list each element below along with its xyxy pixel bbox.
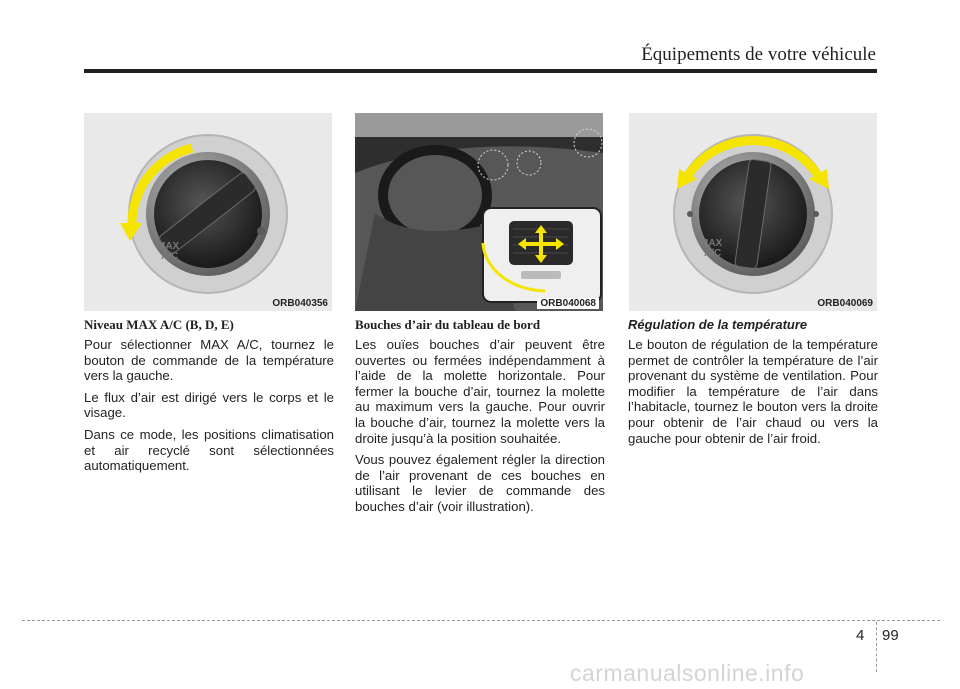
knob-illustration xyxy=(629,113,877,311)
paragraph: Dans ce mode, les positions climatisation et air recyclé sont sélectionnées automatiquement. xyxy=(84,426,334,474)
column-temperature xyxy=(628,317,878,452)
position-dot xyxy=(813,211,819,217)
figure-code: ORB040356 xyxy=(272,298,328,309)
knob-illustration xyxy=(84,113,332,311)
figure-temperature-knob xyxy=(629,113,877,311)
dashboard-illustration xyxy=(355,113,603,311)
chapter-number: 4 xyxy=(856,627,865,644)
column-dashboard-vents xyxy=(355,317,605,521)
footer-rule xyxy=(22,620,940,621)
position-dot xyxy=(687,211,693,217)
section-heading: Régulation de la température xyxy=(628,317,808,332)
section-heading: Bouches d’air du tableau de bord xyxy=(355,317,541,332)
page-number: 99 xyxy=(882,627,899,644)
paragraph: Le bouton de régulation de la température permet de contrôler la température de l’air provenant du système de ventilation. Pour modifier la température de l’air dans l’habitacle, tournez le bouton vers la droite pour obtenir de l’air chaud ou vers la gauche pour obtenir de l’air froid. xyxy=(628,337,878,446)
section-heading: Niveau MAX A/C (B, D, E) xyxy=(84,317,234,332)
page-header-title: Équipements de votre véhicule xyxy=(641,44,876,65)
knob-label-ac: A/C xyxy=(161,251,179,262)
footer-divider xyxy=(876,622,877,672)
knob-label-ac: A/C xyxy=(704,248,722,259)
knob-label-max: MAX xyxy=(700,238,723,249)
figure-code: ORB040068 xyxy=(537,298,599,309)
column-max-ac xyxy=(84,317,334,480)
paragraph: Vous pouvez également régler la direction de l’air provenant de ces bouches en utilisant le levier de commande des bouches d’air (voir illustration). xyxy=(355,452,605,514)
figure-max-ac-knob xyxy=(84,113,332,311)
header-rule xyxy=(84,69,877,73)
knob-label-max: MAX xyxy=(157,241,180,252)
watermark: carmanualsonline.info xyxy=(570,660,805,686)
figure-dashboard-vents xyxy=(355,113,603,311)
vent-thumbwheel xyxy=(521,271,561,279)
figure-code: ORB040069 xyxy=(817,298,873,309)
paragraph: Les ouïes bouches d’air peuvent être ouvertes ou fermées indépendamment à l’aide de la molette horizontale. Pour fermer la bouche d’air, tournez la molette au maximum vers la gauche. Pour ouvrir la bouche d’air, tournez la molette vers la droite jusqu’à la position souhaitée. xyxy=(355,337,605,446)
paragraph: Pour sélectionner MAX A/C, tournez le bouton de commande de la température vers la gauche. xyxy=(84,337,334,384)
paragraph: Le flux d’air est dirigé vers le corps et le visage. xyxy=(84,389,334,421)
position-dot xyxy=(257,227,265,235)
